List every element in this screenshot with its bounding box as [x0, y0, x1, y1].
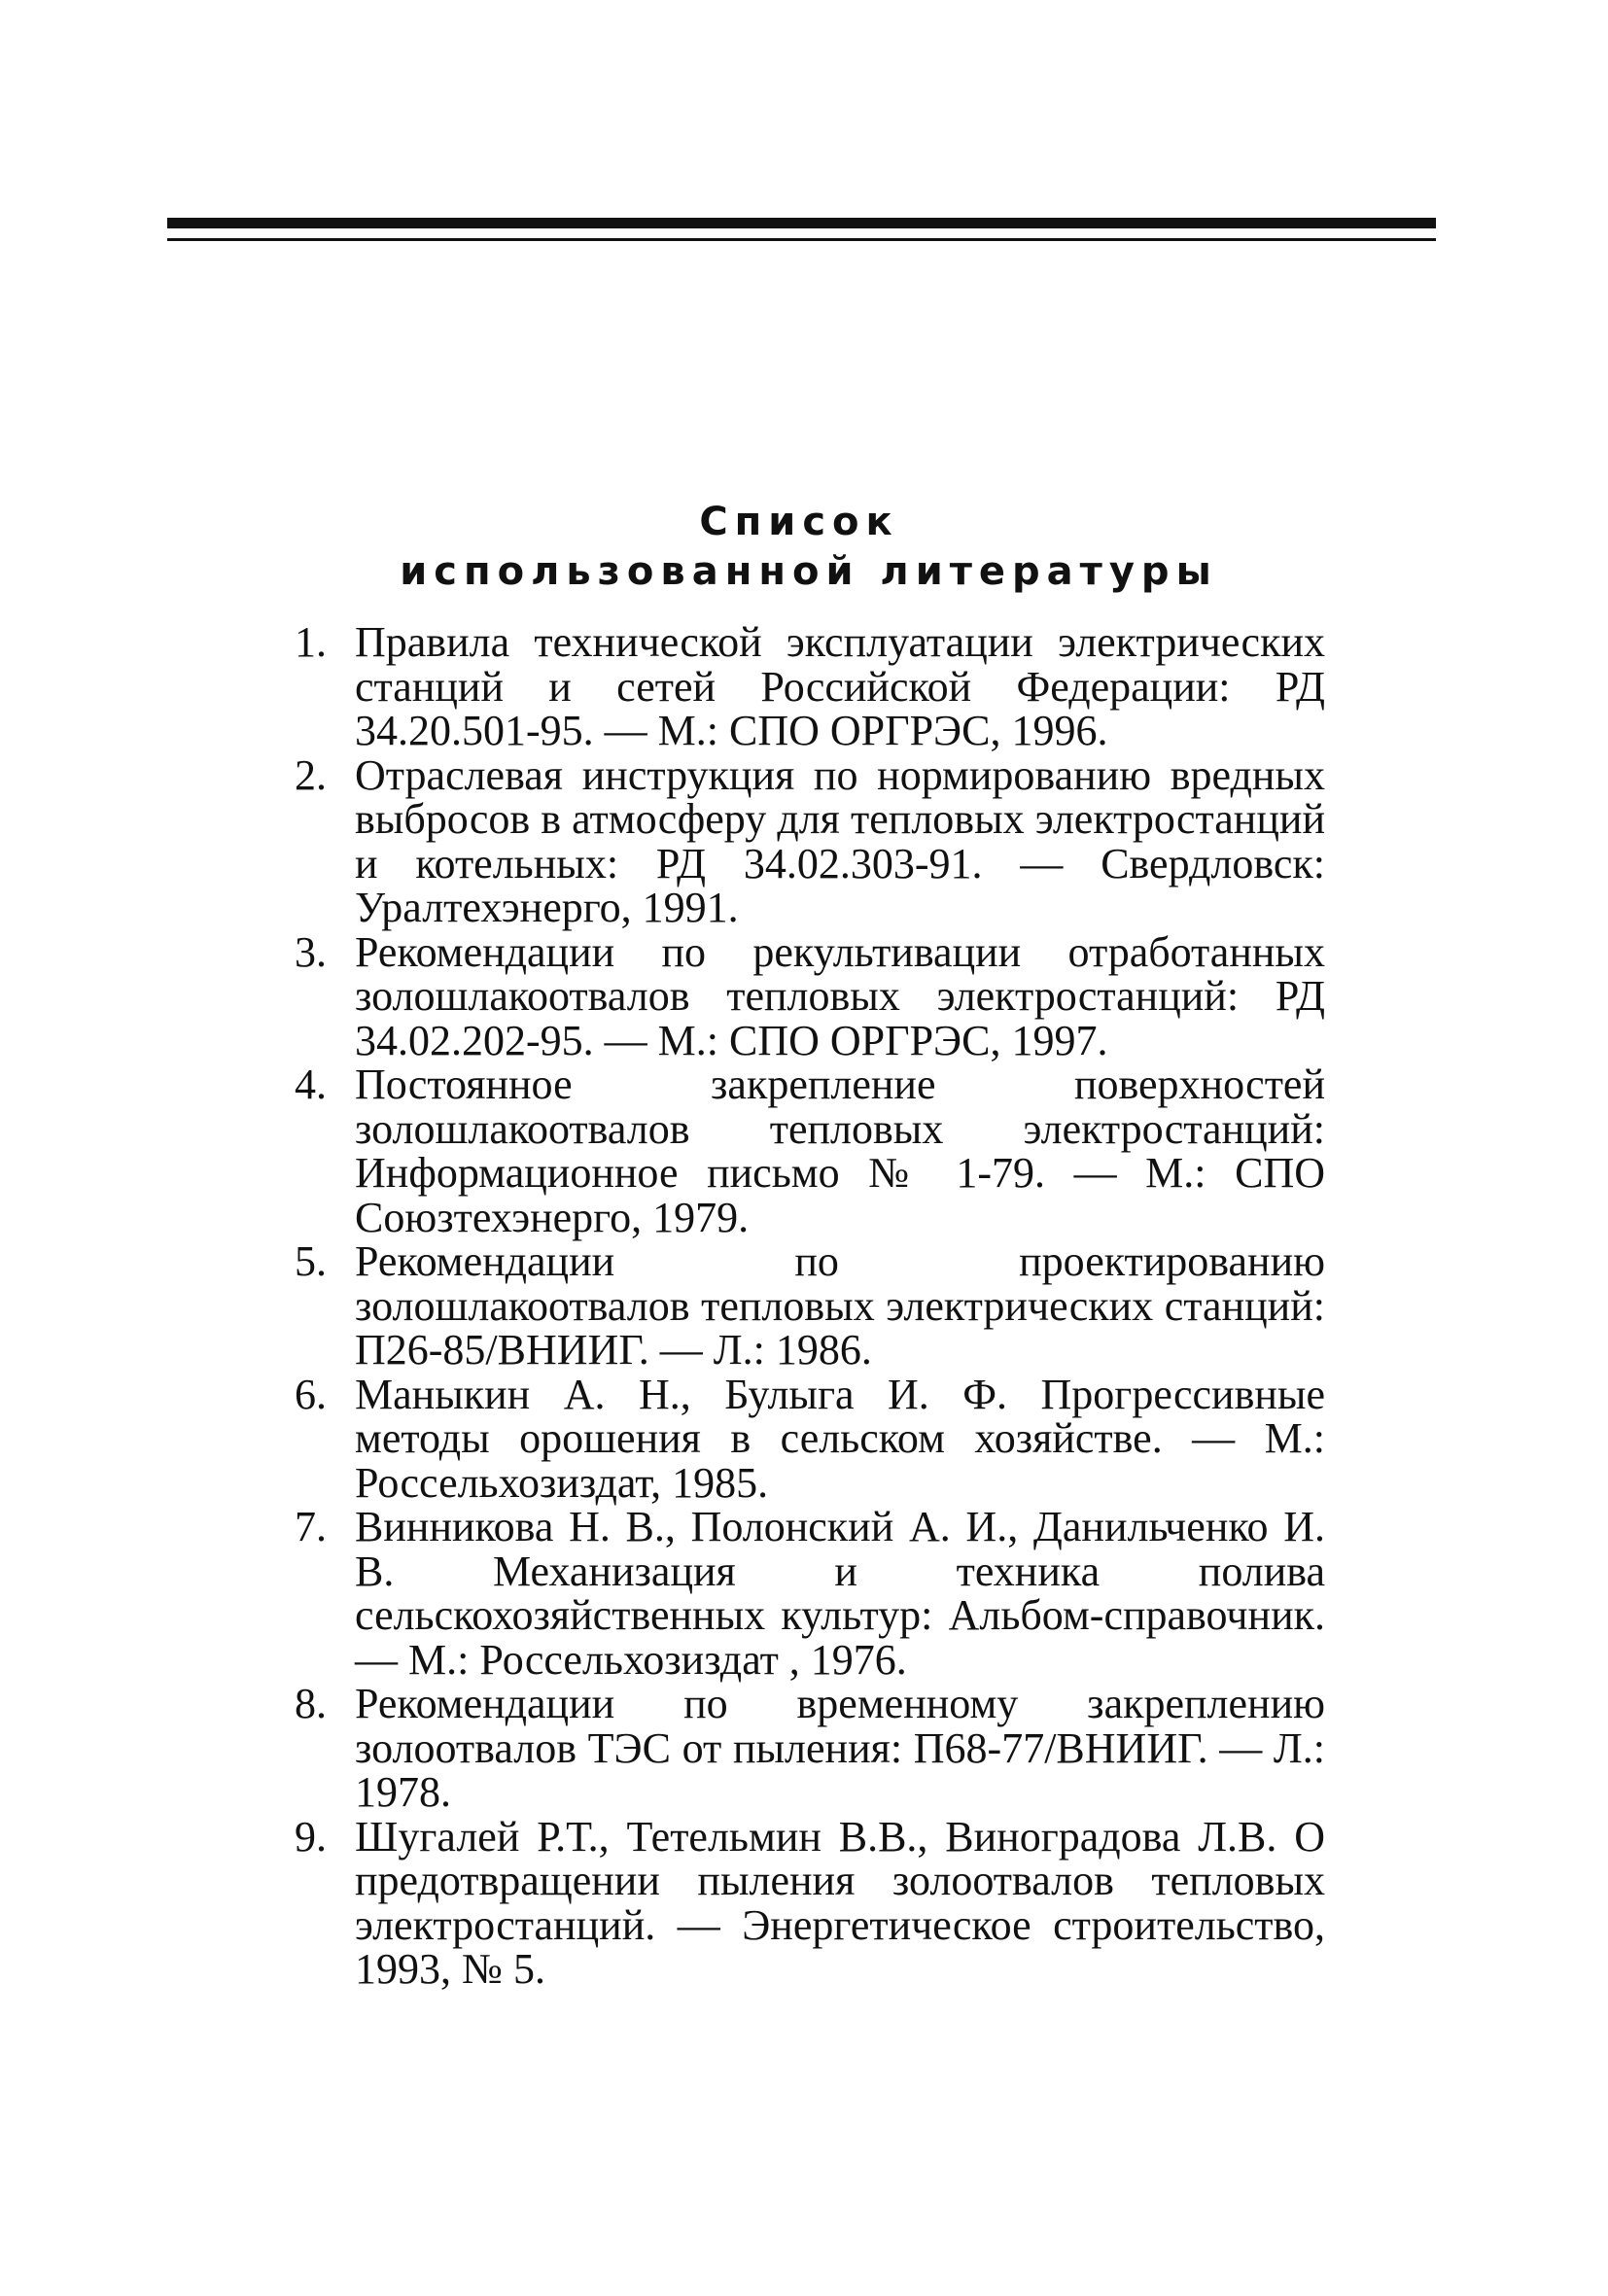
page-title: Список	[699, 500, 899, 544]
reference-number: 7.	[295, 1503, 327, 1550]
page-subtitle: использованной литературы	[400, 549, 1218, 594]
reference-number: 5.	[295, 1237, 327, 1285]
reference-item-1	[295, 620, 1325, 753]
header-rule-thick	[167, 218, 1436, 228]
reference-number: 6.	[295, 1370, 327, 1418]
reference-item-8	[295, 1682, 1325, 1815]
reference-text: Правила технической эксплуатации электрических станций и сетей Российской Федерации: РД 34.20.501-95. — М.: СПО ОРГРЭС, 1996.	[355, 618, 1325, 754]
reference-text: Рекомендации по рекультивации отработанных золошлакоотвалов тепловых электростанций: РД 34.02.202-95. — М.: СПО ОРГРЭС, 1997.	[355, 927, 1325, 1064]
reference-text: Шугалей Р.Т., Тетельмин В.В., Виноградова Л.В. О предотвращении пыления золоотвалов тепловых электростанций. — Энергетическое строительство, 1993, № 5.	[355, 1812, 1325, 1993]
reference-item-3	[295, 927, 1325, 1064]
reference-text: Рекомендации по проектированию золошлакоотвалов тепловых электрических станций: П26-85/ВНИИГ. — Л.: 1986.	[355, 1237, 1325, 1374]
reference-item-5	[295, 1239, 1325, 1373]
reference-text: Винникова Н. В., Полонский А. И., Данильченко И. В. Механизация и техника полива сельскохозяйственных культур: Альбом-справочник. — М.: Россельхозиздат , 1976.	[355, 1503, 1325, 1684]
reference-number: 1.	[295, 618, 327, 666]
reference-item-9	[295, 1812, 1325, 1993]
reference-item-4	[295, 1062, 1325, 1239]
reference-text: Рекомендации по временному закреплению золоотвалов ТЭС от пыления: П68-77/ВНИИГ. — Л.: 1978.	[355, 1680, 1325, 1816]
reference-item-6	[295, 1370, 1325, 1507]
reference-item-2	[295, 750, 1325, 931]
reference-list	[295, 620, 1325, 1992]
reference-text: Постоянное закрепление поверхностей золошлакоотвалов тепловых электростанций: Информационное письмо № 1-79. — М.: СПО Союзтехэнерго, 1979.	[355, 1061, 1325, 1241]
reference-number: 8.	[295, 1680, 327, 1727]
reference-number: 4.	[295, 1061, 327, 1108]
reference-number: 3.	[295, 927, 327, 976]
reference-item-7	[295, 1505, 1325, 1682]
header-rule-thin	[167, 238, 1436, 241]
reference-number: 9.	[295, 1812, 327, 1861]
reference-text: Маныкин А. Н., Булыга И. Ф. Прогрессивные методы орошения в сельском хозяйстве. — М.: Россельхозиздат, 1985.	[355, 1370, 1325, 1507]
reference-number: 2.	[295, 750, 327, 799]
reference-text: Отраслевая инструкция по нормированию вредных выбросов в атмосферу для тепловых электростанций и котельных: РД 34.02.303-91. — Свердловск: Уралтехэнерго, 1991.	[355, 750, 1325, 931]
